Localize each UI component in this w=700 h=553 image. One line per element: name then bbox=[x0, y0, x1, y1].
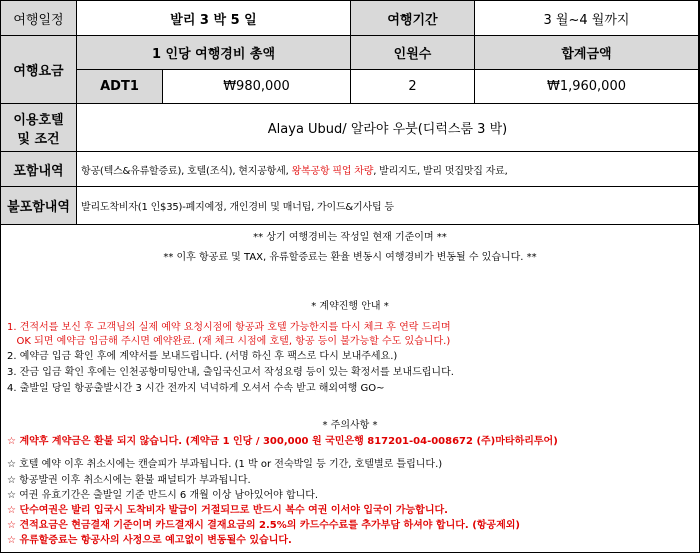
notes-section bbox=[1, 225, 699, 552]
exclude-value: 발리도착비자(1 인$35)-폐지예정, 개인경비 및 매너팁, 가이드&기사팁 등 bbox=[77, 187, 699, 225]
caution-item-6: ☆ 견적요금은 현금결재 기준이며 카드결재시 결재요금의 2.5%의 카드수수료를 추가부담 하셔야 합니다. (항공제외) bbox=[7, 520, 520, 531]
booking-title: * 계약진행 안내 * bbox=[311, 301, 389, 312]
caution-title: * 주의사항 * bbox=[322, 420, 378, 431]
caution-item-4: ☆ 여권 유효기간은 출발일 기준 반드시 6 개월 이상 남아있어야 합니다. bbox=[7, 490, 319, 501]
exclude-label: 불포함내역 bbox=[1, 187, 77, 225]
caution-item-2: ☆ 호텔 예약 이후 취소시에는 캔슬피가 부과됩니다. (1 박 or 전숙박일 등 기간, 호텔별로 틀립니다.) bbox=[7, 459, 443, 470]
booking-item-3: 3. 잔금 입금 확인 후에는 인천공항미팅안내, 출입국신고서 작성요령 등이 있는 확정서를 보내드립니다. bbox=[7, 367, 454, 378]
adt-count: 2 bbox=[351, 70, 475, 104]
hotel-label-line1: 이용호텔 bbox=[13, 112, 64, 128]
booking-item-1b: OK 되면 예약금 입금해 주시면 예약완료. (재 체크 시점에 호텔, 항공 등이 불가능할 수도 있습니다.) bbox=[7, 336, 451, 347]
duration-label: 여행기간 bbox=[351, 1, 475, 36]
fee-label: 여행요금 bbox=[1, 36, 77, 104]
people-header: 인원수 bbox=[351, 36, 475, 70]
per-person-header: 1 인당 여행경비 총액 bbox=[77, 36, 351, 70]
include-text-red: 왕복공항 픽업 차량 bbox=[291, 165, 374, 177]
hotel-label-line2: 및 조건 bbox=[17, 131, 60, 147]
period-label: 여행일정 bbox=[1, 1, 77, 36]
include-label: 포함내역 bbox=[1, 152, 77, 187]
hotel-value: Alaya Ubud/ 알라야 우붓(디럭스룸 3 박) bbox=[77, 104, 699, 152]
adt-label: ADT1 bbox=[77, 70, 163, 104]
caution-item-7: ☆ 유류할증료는 항공사의 사정으로 예고없이 변동될수 있습니다. bbox=[7, 535, 292, 546]
hotel-label bbox=[1, 104, 77, 152]
duration-value: 3 월~4 월까지 bbox=[475, 1, 699, 36]
basis-line-2: ** 이후 항공료 및 TAX, 유류할증료는 환율 변동시 여행경비가 변동될 수 있습니다. ** bbox=[163, 252, 537, 263]
period-value: 발리 3 박 5 일 bbox=[77, 1, 351, 36]
basis-line-1: ** 상기 여행경비는 작성일 현재 기준이며 ** bbox=[253, 232, 447, 243]
include-text-1: 항공(텍스&유류할증료), 호텔(조식), 현지공항세, bbox=[81, 165, 292, 177]
total-header: 합계금액 bbox=[475, 36, 699, 70]
caution-item-5: ☆ 단수여권은 발리 입국시 도착비자 발급이 거절되므로 반드시 복수 여권 이서야 입국이 가능합니다. bbox=[7, 505, 448, 516]
booking-item-1: 1. 견적서를 보신 후 고객님의 실제 예약 요청시점에 항공과 호텔 가능한지를 다시 체크 후 연락 드리며 bbox=[7, 322, 451, 333]
include-text-2: , 발리지도, 발리 멋집맛집 자료, bbox=[373, 165, 508, 177]
adt-price: ₩980,000 bbox=[163, 70, 351, 104]
caution-item-1: ☆ 계약후 계약금은 환불 되지 않습니다. (계약금 1 인당 / 300,000 원 국민은행 817201-04-008672 (주)마타하리투어) bbox=[7, 436, 558, 447]
booking-item-4: 4. 출발일 당일 항공출발시간 3 시간 전까지 넉넉하게 오셔서 수속 받고 해외여행 GO~ bbox=[7, 383, 385, 394]
include-value bbox=[77, 152, 699, 187]
caution-item-3: ☆ 항공발권 이후 취소시에는 환불 패널티가 부과됩니다. bbox=[7, 475, 251, 486]
adt-total: ₩1,960,000 bbox=[475, 70, 699, 104]
booking-item-2: 2. 예약금 입금 확인 후에 계약서를 보내드립니다. (서명 하신 후 팩스로 다시 보내주세요.) bbox=[7, 351, 398, 362]
